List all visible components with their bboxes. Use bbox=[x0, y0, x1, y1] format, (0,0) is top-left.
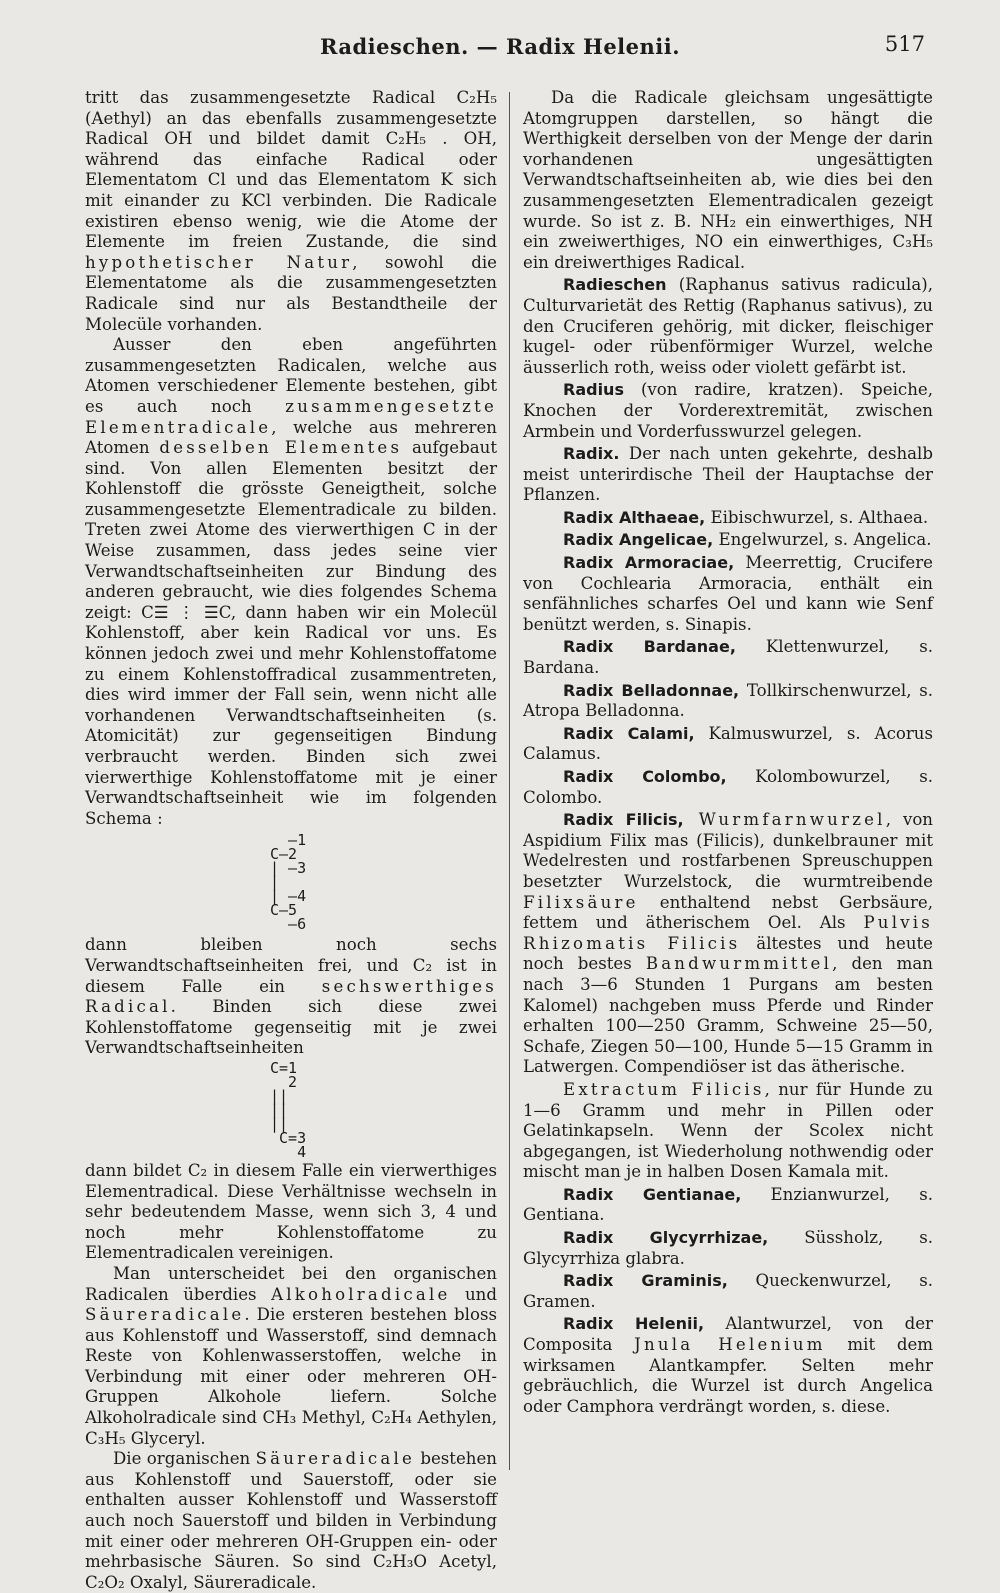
page-number: 517 bbox=[884, 32, 925, 56]
text: Klettenwurzel, s. Bardana. bbox=[523, 637, 933, 678]
text: , nur für Hunde zu 1—6 Gramm und mehr in Pillen oder Gelatinkapseln. Wenn der Scolex nicht abgegangen, ist Wiederholung nothwendig oder mischt man je in halben Dosen Kamala mit. bbox=[523, 1079, 933, 1182]
headword: Radix Angelicae, bbox=[563, 530, 714, 550]
paragraph bbox=[85, 1264, 497, 1449]
spaced-text: sechswerthiges Radical bbox=[85, 976, 497, 1017]
paragraph bbox=[85, 335, 497, 829]
spaced-text: Wurmfarnwurzel bbox=[683, 810, 886, 830]
spaced-text: Extractum Filicis bbox=[563, 1079, 765, 1099]
text: , von Aspidium Filix mas (Filicis), dunkelbrauner mit Wedelresten und rostfarbenen Spreuschuppen besetzter Wurzelstock, die wurmtreibende bbox=[523, 810, 933, 891]
spaced-text: hypothetischer Natur bbox=[85, 252, 353, 272]
text: Engelwurzel, s. Angelica. bbox=[713, 530, 932, 550]
spaced-text: Filixsäure bbox=[523, 892, 639, 912]
right-column bbox=[523, 88, 933, 1417]
headword: Radix. bbox=[563, 444, 620, 464]
headword: Radix Glycyrrhizae, bbox=[563, 1228, 769, 1248]
text: (von radire, kratzen). Speiche, Knochen der Vorderextremität, zwischen Armbein und Vorderfusswurzel gelegen. bbox=[523, 380, 933, 441]
headword: Radix Gentianae, bbox=[563, 1184, 742, 1204]
headword: Radix Helenii, bbox=[563, 1314, 705, 1334]
entry-radix-graminis bbox=[523, 1271, 933, 1312]
text: Süssholz, s. Glycyrrhiza glabra. bbox=[523, 1228, 933, 1268]
text: bestehen aus Kohlenstoff und Sauerstoff, oder sie enthalten ausser Kohlenstoff und Wasserstoff auch noch Sauerstoff und bilden in Verbindung mit einer oder mehreren OH-Gruppen ein- oder mehrbasische Säuren. So sind C₂H₃O Acetyl, C₂O₂ Oxalyl, Säureradicale. bbox=[85, 1449, 497, 1592]
spaced-text: Alkoholradicale bbox=[271, 1284, 451, 1304]
text: dann bildet C₂ in diesem Falle ein vierwerthiges Elementradical. Diese Verhältnisse wechseln in sehr bedeutendem Masse, wenn sich 3, 4 und noch mehr Kohlenstoffatome zu Elementradicalen vereinigen. bbox=[85, 1160, 497, 1263]
text: . Die ersteren bestehen bloss aus Kohlenstoff und Wasserstoff, sind demnach Reste von Kohlenwasserstoffen, welche in Verbindung mit einer oder mehreren OH-Gruppen Alkohole liefern. Solche Alkoholradicale sind CH₃ Methyl, C₂H₄ Aethylen, C₃H₅ Glyceryl. bbox=[85, 1305, 497, 1448]
entry-radix-gentianae bbox=[523, 1185, 933, 1226]
text: Der nach unten gekehrte, deshalb meist unterirdische Theil der Hauptachse der Pflanzen. bbox=[523, 444, 933, 505]
text: Meerrettig, Crucifere von Cochlearia Armoracia, enthält ein senfähnliches scharfes Oel und kann wie Senf benützt werden, s. Sinapis. bbox=[523, 553, 933, 634]
entry-radius bbox=[523, 380, 933, 442]
headword: Radix Filicis, bbox=[563, 810, 684, 830]
text: Da die Radicale gleichsam ungesättigte Atomgruppen darstellen, so hängt die Werthigkeit derselben von der Menge der darin vorhandenen ungesättigten Verwandtschaftseinheiten ab, wie dies bei den zusammengesetzten Elementradicalen gezeigt wurde. So ist z. B. NH₂ ein einwerthiges, NH ein zweiwerthiges, NO ein einwerthiges, C₃H₅ ein dreiwerthiges Radical. bbox=[523, 88, 933, 272]
entry-extractum-filicis bbox=[523, 1080, 933, 1183]
entry-radix-filicis bbox=[523, 810, 933, 1078]
page-header bbox=[0, 30, 1000, 70]
spaced-text: desselben Elementes bbox=[159, 438, 403, 458]
column-divider bbox=[509, 92, 510, 1470]
entry-radix-helenii bbox=[523, 1314, 933, 1417]
text: und bbox=[450, 1284, 497, 1304]
spaced-text: Pulvis Rhizomatis Filicis bbox=[523, 913, 933, 953]
text: Man unterscheidet bei den organischen Radicalen überdies bbox=[85, 1263, 497, 1304]
text: , sowohl die Elementatome als die zusammengesetzten Radicale sind nur als Bestandtheile der Molecüle vorhanden. bbox=[85, 252, 497, 334]
entry-radix-glycyrrhizae bbox=[523, 1228, 933, 1269]
headword: Radix Bardanae, bbox=[563, 637, 736, 657]
entry-radix-colombo bbox=[523, 767, 933, 808]
text: mit dem wirksamen Alantkampfer. Selten mehr gebräuchlich, die Wurzel ist durch Angelica oder Camphora verdrängt worden, s. diese. bbox=[523, 1335, 933, 1416]
paragraph bbox=[523, 88, 933, 273]
headword: Radix Althaeae, bbox=[563, 507, 706, 527]
text: (Raphanus sativus radicula), Culturvarietät des Rettig (Raphanus sativus), zu den Cruciferen gehörig, mit dicker, fleischiger kugel- oder rübenförmiger Wurzel, welche äusserlich roth, weiss oder violett gefärbt ist. bbox=[523, 275, 933, 377]
paragraph bbox=[85, 935, 497, 1059]
text: aufgebaut sind. Von allen Elementen besitzt der Kohlenstoff die grösste Geneigtheit, solche zusammengesetzte Elementradicale zu bilden. Treten zwei Atome des vierwerthigen C in der Weise zusammen, dass jedes seine vier Verwandtschaftseinheiten zur Bindung des anderen gebraucht, wie dies folgendes Schema zeigt: C☰ ⋮ ☰C, dann haben wir ein Molecül Kohlenstoff, aber kein Radical vor uns. Es können jedoch zwei und mehr Kohlenstoffatome zu einem Kohlenstoffradical zusammentreten, dies wird immer der Fall sein, wenn nicht alle vorhandenen Verwandtschaftseinheiten (s. Atomicität) zur gegenseitigen Bindung verbraucht werden. Binden sich zwei vierwerthige Kohlenstoffatome mit je einer Verwandtschaftseinheit wie im folgenden Schema : bbox=[85, 438, 497, 828]
text: Enzianwurzel, s. Gentiana. bbox=[523, 1184, 933, 1225]
text: Kalmuswurzel, s. Acorus Calamus. bbox=[523, 723, 933, 764]
text: Tollkirschenwurzel, s. Atropa Belladonna. bbox=[523, 680, 933, 721]
text: Die organischen bbox=[113, 1449, 256, 1469]
text: tritt das zusammengesetzte Radical C₂H₅ (Aethyl) an das ebenfalls zusammengesetzte Radical OH und bildet damit C₂H₅ . OH, während das einfache Radical oder Elementatom Cl und das Elementatom K sich mit einander zu KCl verbinden. Die Radicale existiren ebenso wenig, wie die Atome der Elemente im freien Zustande, die sind bbox=[85, 88, 497, 252]
text: Kolombowurzel, s. Colombo. bbox=[523, 767, 933, 807]
text: ältestes und heute noch bestes bbox=[523, 933, 934, 974]
headword: Radix Colombo, bbox=[563, 767, 727, 786]
headword: Radius bbox=[563, 380, 624, 400]
carbon-schema-single-bond: —1 C—2 | —3 | | —4 C—5 —6 bbox=[270, 831, 307, 934]
text: Ausser den eben angeführten zusammengesetzten Radicalen, welche aus Atomen verschiedener Elemente bestehen, gibt es auch noch bbox=[85, 335, 497, 416]
headword: Radix Belladonnae, bbox=[563, 680, 740, 700]
headword: Radix Calami, bbox=[563, 723, 695, 743]
paragraph bbox=[85, 1449, 497, 1593]
carbon-schema-double-bond: C=1 2 || || || C=3 4 bbox=[270, 1058, 307, 1161]
headword: Radix Graminis, bbox=[563, 1271, 728, 1291]
headword: Radieschen bbox=[563, 275, 667, 295]
entry-radieschen bbox=[523, 275, 933, 378]
text: , welche aus mehreren Atomen bbox=[85, 417, 497, 458]
text: , den man nach 3—6 Stunden 1 Purgans am besten Kalomel) nachgeben muss Pferde und Rinder erhalten 100—250 Gramm, Schweine 25—50, Schafe, Ziegen 50—100, Hunde 5—15 Gramm in Latwergen. Compendiöser ist das ätherische. bbox=[523, 954, 933, 1077]
text: dann bleiben noch sechs Verwandtschaftseinheiten frei, und C₂ ist in diesem Falle ein bbox=[85, 935, 497, 996]
text: Eibischwurzel, s. Althaea. bbox=[705, 507, 929, 527]
spaced-text: zusammengesetzte Elementradicale bbox=[85, 396, 497, 437]
running-title: Radieschen. — Radix Helenii. bbox=[319, 34, 681, 59]
entry-radix-althaeae bbox=[523, 508, 933, 529]
text: Alantwurzel, von der Composita bbox=[523, 1314, 933, 1355]
spaced-text: Säureradicale bbox=[255, 1449, 415, 1469]
spaced-text: Bandwurmmittel bbox=[645, 954, 833, 974]
left-column bbox=[85, 88, 497, 1593]
spaced-text: Jnula Helenium bbox=[634, 1335, 826, 1355]
text: Queckenwurzel, s. Gramen. bbox=[523, 1271, 933, 1311]
entry-radix-angelicae bbox=[523, 530, 933, 551]
headword: Radix Armoraciae, bbox=[563, 553, 735, 573]
paragraph bbox=[85, 88, 497, 335]
text: enthaltend nebst Gerbsäure, fettem und ätherischem Oel. Als bbox=[523, 892, 933, 933]
entry-radix-armoraciae bbox=[523, 553, 933, 635]
entry-radix-calami bbox=[523, 724, 933, 765]
entry-radix-belladonnae bbox=[523, 681, 933, 722]
entry-radix-bardanae bbox=[523, 637, 933, 678]
paragraph bbox=[85, 1161, 497, 1264]
spaced-text: Säureradicale bbox=[85, 1305, 245, 1325]
entry-radix bbox=[523, 444, 933, 506]
text: . Binden sich diese zwei Kohlenstoffatome gegenseitig mit je zwei Verwandtschaftseinheiten bbox=[85, 997, 497, 1058]
